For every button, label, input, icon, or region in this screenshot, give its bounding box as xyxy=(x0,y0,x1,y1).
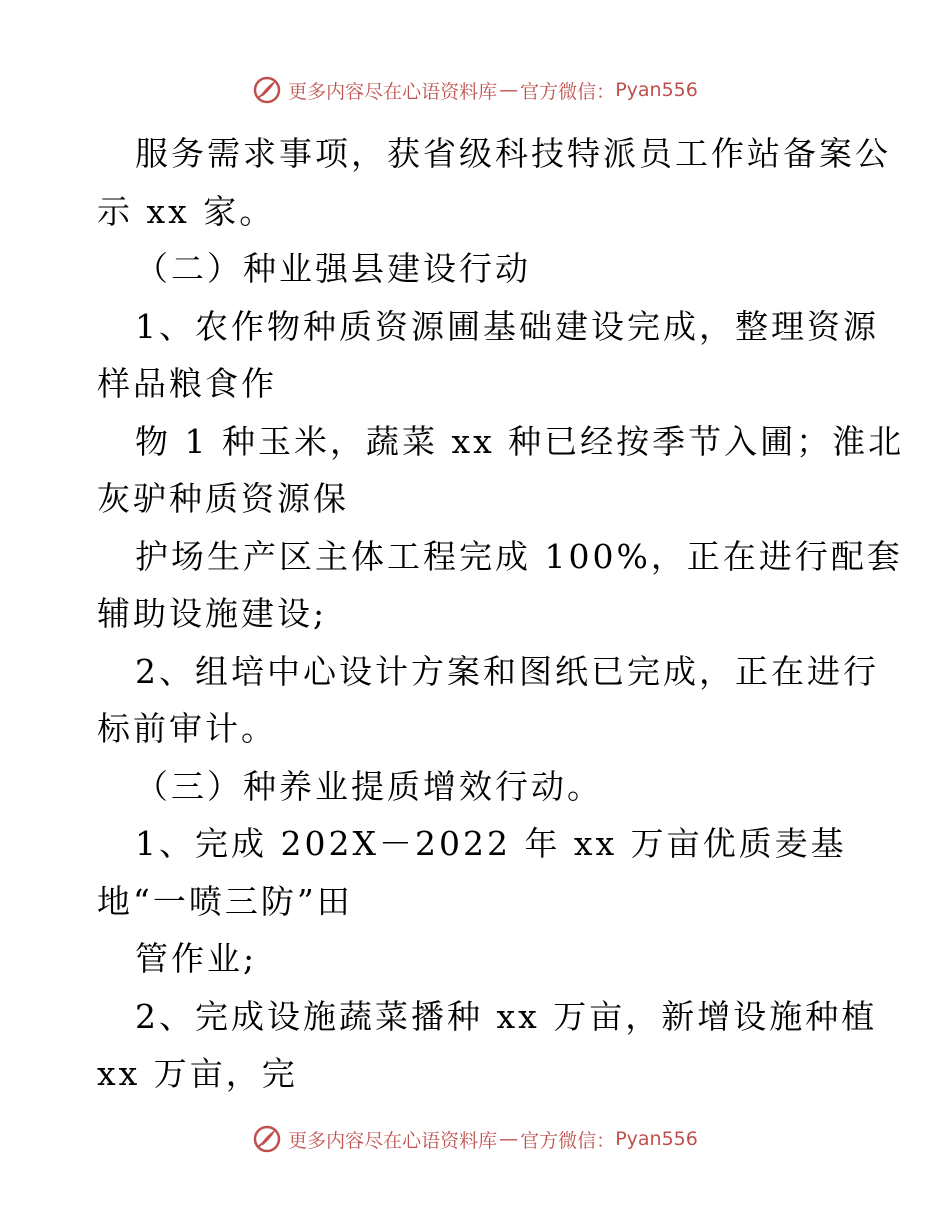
text-line: 物 1 种玉米，蔬菜 xx 种已经按季节入圃；淮北 xyxy=(135,421,905,461)
text-line: 管作业; xyxy=(135,939,258,978)
watermark-wechat-id: Pyan556 xyxy=(615,1128,698,1150)
text-line: xx 万亩，完 xyxy=(97,1054,298,1093)
text-line: （三）种养业提质增效行动。 xyxy=(135,766,603,806)
text-line: 样品粮食作 xyxy=(97,364,277,403)
text-line: 1、农作物种质资源圃基础建设完成，整理资源 xyxy=(135,306,879,346)
watermark-wechat-label: 官方微信： xyxy=(520,1129,616,1152)
watermark-text: 更多内容尽在心语资料库 xyxy=(288,1129,498,1152)
quill-logo-icon xyxy=(252,1124,282,1154)
header-watermark xyxy=(0,70,950,110)
text-line: 1、完成 202X－2022 年 xx 万亩优质麦基 xyxy=(135,824,847,863)
text-line: 示 xx 家。 xyxy=(97,191,276,231)
watermark-wechat-id: Pyan556 xyxy=(615,79,698,101)
text-line: 2、组培中心设计方案和图纸已完成，正在进行 xyxy=(135,651,879,691)
document-body xyxy=(97,125,905,1103)
text-line: 护场生产区主体工程完成 100%，正在进行配套 xyxy=(135,536,903,576)
watermark-text: 更多内容尽在心语资料库 xyxy=(288,80,498,103)
watermark-separator: — xyxy=(499,1128,519,1150)
text-line: 标前审计。 xyxy=(97,709,277,748)
text-line: 服务需求事项，获省级科技特派员工作站备案公 xyxy=(135,134,891,173)
footer-watermark xyxy=(0,1119,950,1159)
quill-logo-icon xyxy=(252,75,282,105)
text-line: 地“一喷三防”田 xyxy=(97,881,353,921)
text-line: 2、完成设施蔬菜播种 xx 万亩，新增设施种植 xyxy=(135,996,878,1036)
text-line: 灰驴种质资源保 xyxy=(97,479,349,518)
watermark-separator: — xyxy=(499,79,519,101)
watermark-wechat-label: 官方微信： xyxy=(520,80,616,103)
text-line: 辅助设施建设; xyxy=(97,594,328,633)
text-line: （二）种业强县建设行动 xyxy=(135,249,531,288)
